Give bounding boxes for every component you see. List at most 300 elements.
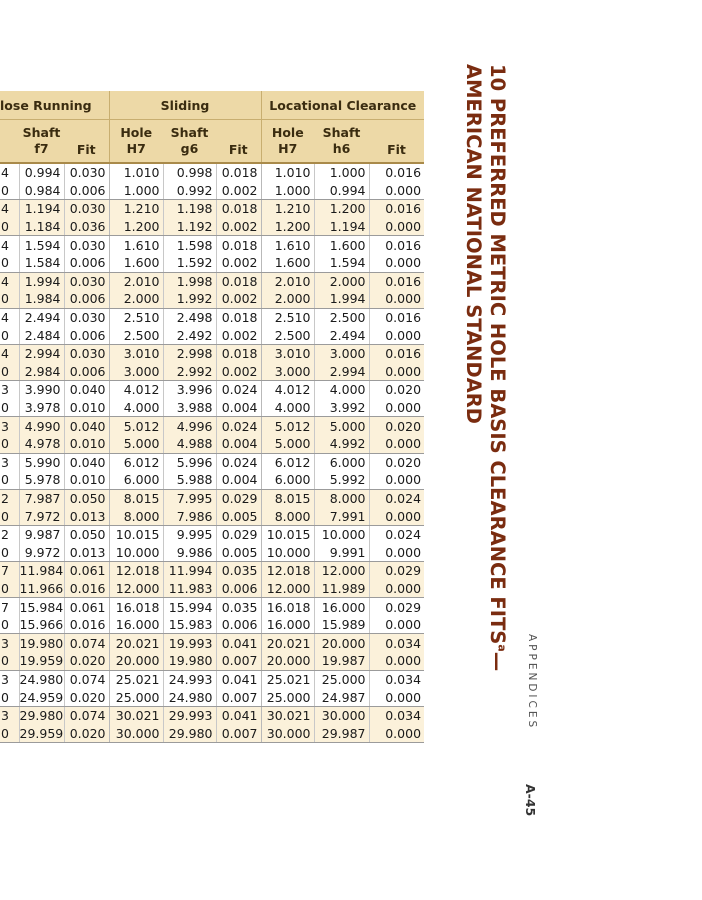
table-cell: 0.034 xyxy=(369,634,424,652)
table-cell: 0 xyxy=(0,290,19,308)
table-cell: 0 xyxy=(0,507,19,525)
table-cell: 2.010 xyxy=(109,272,163,290)
table-cell: 6.000 xyxy=(314,453,369,471)
table-cell: 4 xyxy=(0,272,19,290)
table-cell: 0.010 xyxy=(64,399,109,417)
table-cell: 0.007 xyxy=(216,688,261,706)
group-header-close-running: lose Running xyxy=(0,91,109,120)
table-cell: 0.018 xyxy=(216,200,261,218)
table-cell: 8.000 xyxy=(314,489,369,507)
table-cell: 0.006 xyxy=(64,326,109,344)
table-cell: 0.000 xyxy=(369,290,424,308)
table-cell: 7.972 xyxy=(19,507,64,525)
table-row xyxy=(0,308,424,326)
table-cell: 3.010 xyxy=(261,344,314,362)
table-cell: 7.991 xyxy=(314,507,369,525)
table-cell: 0.041 xyxy=(216,706,261,724)
table-cell: 1.010 xyxy=(109,163,163,182)
table-cell: 0.002 xyxy=(216,363,261,381)
table-cell: 0.040 xyxy=(64,381,109,399)
table-cell: 0.004 xyxy=(216,471,261,489)
table-cell: 2.498 xyxy=(163,308,216,326)
table-cell: 0.007 xyxy=(216,652,261,670)
table-cell: 0.016 xyxy=(64,580,109,598)
table-row xyxy=(0,525,424,543)
table-cell: 4.012 xyxy=(261,381,314,399)
column-header-line: Hole xyxy=(271,125,304,140)
table-cell: 29.980 xyxy=(163,724,216,742)
table-cell: 0.000 xyxy=(369,182,424,200)
table-cell: 19.980 xyxy=(19,635,64,651)
table-cell: 0 xyxy=(0,182,19,200)
column-header-line: Hole xyxy=(120,125,153,140)
table-cell: 30.021 xyxy=(261,706,314,724)
column-header-row xyxy=(0,120,424,164)
table-cell: 4.978 xyxy=(19,435,64,453)
table-cell: 10.000 xyxy=(109,543,163,561)
table-row xyxy=(0,706,424,724)
table-row xyxy=(0,399,424,417)
column-header-clipped xyxy=(0,120,19,164)
table-cell: 10.000 xyxy=(314,525,369,543)
table-cell: 0.994 xyxy=(314,182,369,200)
table-cell: 1.000 xyxy=(314,163,369,182)
table-cell: 0.020 xyxy=(64,688,109,706)
table-cell: 0 xyxy=(0,471,19,489)
table-cell: 12.000 xyxy=(109,580,163,598)
table-cell: 0.030 xyxy=(64,200,109,218)
table-row xyxy=(0,634,424,652)
table-row xyxy=(0,218,424,236)
table-cell: 15.994 xyxy=(163,598,216,616)
table-cell: 5.000 xyxy=(261,435,314,453)
table-cell: 0.000 xyxy=(369,724,424,742)
table-cell: 6.012 xyxy=(261,453,314,471)
table-cell: 0.020 xyxy=(369,381,424,399)
table-cell: 0.016 xyxy=(369,200,424,218)
table-cell: 1.594 xyxy=(314,254,369,272)
column-header-fit-sliding: Fit xyxy=(216,120,261,164)
table-cell: 0.030 xyxy=(64,163,109,182)
column-header-line: Shaft xyxy=(22,125,61,140)
table-cell: 4 xyxy=(0,236,19,254)
table-cell: 0.016 xyxy=(369,344,424,362)
table-cell: 7.986 xyxy=(163,507,216,525)
table-cell: 20.021 xyxy=(261,634,314,652)
table-row xyxy=(0,200,424,218)
table-cell: 7 xyxy=(0,562,19,580)
table-cell: 4.012 xyxy=(109,381,163,399)
table-cell: 15.989 xyxy=(314,616,369,634)
table-cell: 10.015 xyxy=(261,525,314,543)
table-cell: 0.024 xyxy=(369,525,424,543)
table-cell: 1.592 xyxy=(163,254,216,272)
table-cell: 1.610 xyxy=(261,236,314,254)
table-cell: 0 xyxy=(0,616,19,634)
table-cell: 3 xyxy=(0,670,19,688)
table-cell: 0.035 xyxy=(216,562,261,580)
table-cell: 0.000 xyxy=(369,652,424,670)
table-cell: 0.010 xyxy=(64,471,109,489)
table-cell: 2.994 xyxy=(314,363,369,381)
table-cell: 0.013 xyxy=(64,507,109,525)
column-header-shaft-h6 xyxy=(314,120,369,164)
table-row xyxy=(0,163,424,182)
table-cell: 2.500 xyxy=(261,326,314,344)
table-row xyxy=(0,182,424,200)
table-cell: 0.041 xyxy=(216,670,261,688)
table-cell: 0.029 xyxy=(216,489,261,507)
table-row xyxy=(0,507,424,525)
table-cell: 8.015 xyxy=(261,489,314,507)
table-cell: 11.966 xyxy=(19,580,64,596)
table-cell: 1.994 xyxy=(314,290,369,308)
table-cell: 2.000 xyxy=(314,272,369,290)
table-row xyxy=(0,236,424,254)
table-cell: 0.029 xyxy=(216,525,261,543)
table-cell: 4.000 xyxy=(314,381,369,399)
table-row xyxy=(0,598,424,616)
table-cell: 24.987 xyxy=(314,688,369,706)
table-cell: 11.994 xyxy=(163,562,216,580)
table-cell: 0.010 xyxy=(64,435,109,453)
table-cell: 15.966 xyxy=(19,617,64,633)
table-cell: 3.000 xyxy=(314,344,369,362)
table-cell: 9.987 xyxy=(19,525,64,543)
column-header-fit-locational: Fit xyxy=(369,120,424,164)
table-cell: 3.000 xyxy=(261,363,314,381)
table-cell: 3.010 xyxy=(109,344,163,362)
table-cell: 2.484 xyxy=(19,326,64,344)
table-cell: 3.990 xyxy=(19,381,64,399)
table-cell: 24.959 xyxy=(19,689,64,705)
table-cell: 1.194 xyxy=(19,200,64,218)
table-cell: 29.993 xyxy=(163,706,216,724)
group-header-row xyxy=(0,91,424,120)
table-cell: 0 xyxy=(0,543,19,561)
table-cell: 12.018 xyxy=(109,562,163,580)
table-cell: 0 xyxy=(0,218,19,236)
table-cell: 2.492 xyxy=(163,326,216,344)
table-cell: 0.002 xyxy=(216,290,261,308)
running-head: APPENDICES xyxy=(526,634,538,731)
table-cell: 29.987 xyxy=(314,724,369,742)
table-cell: 3.996 xyxy=(163,381,216,399)
table-cell: 0.018 xyxy=(216,163,261,182)
table-cell: 0.000 xyxy=(369,471,424,489)
fits-table xyxy=(0,91,424,743)
table-cell: 4.996 xyxy=(163,417,216,435)
table-cell: 0.002 xyxy=(216,254,261,272)
table-row xyxy=(0,688,424,706)
table-cell: 9.986 xyxy=(163,543,216,561)
table-cell: 2.510 xyxy=(261,308,314,326)
table-cell: 16.018 xyxy=(261,598,314,616)
table-cell: 1.192 xyxy=(163,218,216,236)
table-row xyxy=(0,670,424,688)
table-cell: 2 xyxy=(0,525,19,543)
table-cell: 1.000 xyxy=(109,182,163,200)
table-cell: 0.024 xyxy=(216,381,261,399)
table-cell: 7.995 xyxy=(163,489,216,507)
table-row xyxy=(0,471,424,489)
table-cell: 10.015 xyxy=(109,525,163,543)
column-header-shaft-g6 xyxy=(163,120,216,164)
table-cell: 0.061 xyxy=(64,598,109,616)
table-cell: 0.016 xyxy=(369,163,424,182)
table-cell: 0 xyxy=(0,652,19,670)
table-cell: 0.018 xyxy=(216,236,261,254)
column-header-line: f7 xyxy=(34,141,49,156)
table-cell: 8.000 xyxy=(109,507,163,525)
table-cell: 3 xyxy=(0,417,19,435)
table-cell: 0.030 xyxy=(64,236,109,254)
table-cell: 5.012 xyxy=(109,417,163,435)
table-cell: 0 xyxy=(0,399,19,417)
column-header-line: H7 xyxy=(126,141,146,156)
table-cell: 3 xyxy=(0,706,19,724)
table-cell: 0.000 xyxy=(369,543,424,561)
table-cell: 16.018 xyxy=(109,598,163,616)
table-cell: 20.021 xyxy=(109,634,163,652)
table-cell: 30.000 xyxy=(109,724,163,742)
table-cell: 0.992 xyxy=(163,182,216,200)
table-cell: 0.000 xyxy=(369,254,424,272)
table-cell: 0.034 xyxy=(369,706,424,724)
table-cell: 0.018 xyxy=(216,344,261,362)
table-cell: 19.987 xyxy=(314,652,369,670)
table-cell: 20.000 xyxy=(261,652,314,670)
table-cell: 6.012 xyxy=(109,453,163,471)
table-cell: 4 xyxy=(0,163,19,182)
table-cell: 0.030 xyxy=(64,308,109,326)
table-cell: 0.074 xyxy=(64,634,109,652)
table-cell: 0.000 xyxy=(369,688,424,706)
table-cell: 0 xyxy=(0,326,19,344)
table-cell: 0.002 xyxy=(216,218,261,236)
table-cell: 0.000 xyxy=(369,435,424,453)
table-cell: 0 xyxy=(0,363,19,381)
table-cell: 6.000 xyxy=(109,471,163,489)
table-cell: 5.990 xyxy=(19,453,64,471)
table-cell: 0.050 xyxy=(64,489,109,507)
table-cell: 3.000 xyxy=(109,363,163,381)
table-cell: 19.959 xyxy=(19,653,64,669)
group-header-locational-clearance: Locational Clearance xyxy=(261,91,424,120)
table-cell: 16.000 xyxy=(109,616,163,634)
table-cell: 0.006 xyxy=(64,290,109,308)
table-cell: 0.000 xyxy=(369,218,424,236)
table-cell: 2.510 xyxy=(109,308,163,326)
table-cell: 0.998 xyxy=(163,163,216,182)
table-cell: 0.040 xyxy=(64,417,109,435)
table-cell: 8.000 xyxy=(261,507,314,525)
table-cell: 1.600 xyxy=(261,254,314,272)
table-cell: 2.000 xyxy=(261,290,314,308)
table-cell: 24.980 xyxy=(19,671,64,687)
table-cell: 6.000 xyxy=(261,471,314,489)
table-cell: 0.074 xyxy=(64,706,109,724)
table-cell: 0.006 xyxy=(64,254,109,272)
table-cell: 1.210 xyxy=(261,200,314,218)
column-header-line: H7 xyxy=(278,141,298,156)
table-cell: 10.000 xyxy=(261,543,314,561)
table-cell: 3 xyxy=(0,453,19,471)
table-cell: 4.000 xyxy=(261,399,314,417)
table-cell: 0.007 xyxy=(216,724,261,742)
table-cell: 0 xyxy=(0,688,19,706)
table-cell: 0.029 xyxy=(369,562,424,580)
table-cell: 4 xyxy=(0,344,19,362)
table-row xyxy=(0,616,424,634)
table-cell: 12.000 xyxy=(314,562,369,580)
table-cell: 0.000 xyxy=(369,326,424,344)
table-cell: 1.610 xyxy=(109,236,163,254)
table-cell: 0.036 xyxy=(64,218,109,236)
column-header-hole-h7-locational xyxy=(261,120,314,164)
table-cell: 1.984 xyxy=(19,290,64,308)
table-cell: 0.004 xyxy=(216,399,261,417)
table-cell: 1.200 xyxy=(261,218,314,236)
table-cell: 0.006 xyxy=(64,363,109,381)
table-cell: 1.000 xyxy=(261,182,314,200)
table-row xyxy=(0,326,424,344)
table-cell: 0.016 xyxy=(369,308,424,326)
group-header-sliding: Sliding xyxy=(109,91,261,120)
table-cell: 0.004 xyxy=(216,435,261,453)
table-cell: 2.998 xyxy=(163,344,216,362)
table-cell: 0.074 xyxy=(64,670,109,688)
table-cell: 30.000 xyxy=(314,706,369,724)
table-cell: 5.996 xyxy=(163,453,216,471)
column-header-shaft-f7 xyxy=(19,120,64,164)
table-row xyxy=(0,453,424,471)
table-cell: 0.029 xyxy=(369,598,424,616)
table-cell: 29.959 xyxy=(19,725,64,741)
table-cell: 0.006 xyxy=(216,616,261,634)
table-cell: 0.994 xyxy=(19,163,64,182)
table-cell: 0 xyxy=(0,724,19,742)
table-cell: 4.988 xyxy=(163,435,216,453)
table-cell: 11.984 xyxy=(19,563,64,579)
table-cell: 0.030 xyxy=(64,344,109,362)
title-tail: —AMERICAN NATIONAL STANDARD xyxy=(462,64,509,672)
title-main: 10 PREFERRED METRIC HOLE BASIS CLEARANCE FITS xyxy=(486,64,509,645)
table-cell: 1.992 xyxy=(163,290,216,308)
column-header-line: Shaft xyxy=(322,125,361,140)
table-cell: 1.998 xyxy=(163,272,216,290)
table-row xyxy=(0,543,424,561)
table-cell: 0.984 xyxy=(19,182,64,200)
table-cell: 0.006 xyxy=(64,182,109,200)
table-cell: 2.500 xyxy=(109,326,163,344)
table-row xyxy=(0,363,424,381)
table-cell: 30.000 xyxy=(261,724,314,742)
table-cell: 3.988 xyxy=(163,399,216,417)
table-row xyxy=(0,344,424,362)
table-cell: 1.200 xyxy=(314,200,369,218)
table-row xyxy=(0,562,424,580)
column-header-line: g6 xyxy=(180,141,199,156)
column-header-fit-running: Fit xyxy=(64,120,109,164)
table-cell: 19.980 xyxy=(163,652,216,670)
table-cell: 0.050 xyxy=(64,525,109,543)
page-number: A-45 xyxy=(523,784,538,817)
table-cell: 0.013 xyxy=(64,543,109,561)
table-cell: 4 xyxy=(0,200,19,218)
table-cell: 0.016 xyxy=(369,236,424,254)
table-cell: 4.000 xyxy=(109,399,163,417)
table-cell: 0.020 xyxy=(369,417,424,435)
table-cell: 3.992 xyxy=(314,399,369,417)
table-cell: 5.012 xyxy=(261,417,314,435)
table-cell: 0.006 xyxy=(216,580,261,598)
table-cell: 9.972 xyxy=(19,543,64,561)
table-cell: 4.990 xyxy=(19,417,64,435)
title-footnote-mark: a xyxy=(495,644,509,652)
table-cell: 0.018 xyxy=(216,308,261,326)
table-cell: 0.016 xyxy=(64,616,109,634)
table-cell: 2.494 xyxy=(19,308,64,326)
table-cell: 1.200 xyxy=(109,218,163,236)
table-cell: 2.992 xyxy=(163,363,216,381)
table-cell: 0.041 xyxy=(216,634,261,652)
table-cell: 12.018 xyxy=(261,562,314,580)
table-cell: 4.992 xyxy=(314,435,369,453)
table-cell: 5.992 xyxy=(314,471,369,489)
table-cell: 25.021 xyxy=(261,670,314,688)
table-cell: 25.000 xyxy=(261,688,314,706)
table-cell: 5.988 xyxy=(163,471,216,489)
table-cell: 1.584 xyxy=(19,254,64,272)
table-cell: 0.002 xyxy=(216,182,261,200)
table-row xyxy=(0,580,424,598)
table-cell: 0.024 xyxy=(216,417,261,435)
table-row xyxy=(0,489,424,507)
table-cell: 19.993 xyxy=(163,634,216,652)
table-row xyxy=(0,381,424,399)
table-row xyxy=(0,417,424,435)
table-cell: 0.020 xyxy=(369,453,424,471)
table-row xyxy=(0,272,424,290)
table-cell: 0.005 xyxy=(216,543,261,561)
table-row xyxy=(0,290,424,308)
table-cell: 0.020 xyxy=(64,652,109,670)
table-cell: 0.000 xyxy=(369,399,424,417)
table-cell: 0 xyxy=(0,580,19,598)
table-cell: 0.005 xyxy=(216,507,261,525)
table-body xyxy=(0,163,424,743)
table-cell: 0.000 xyxy=(369,507,424,525)
table-cell: 0.018 xyxy=(216,272,261,290)
table-cell: 2.500 xyxy=(314,308,369,326)
table-cell: 0.020 xyxy=(64,724,109,742)
table-cell: 1.600 xyxy=(109,254,163,272)
table-cell: 8.015 xyxy=(109,489,163,507)
table-cell: 1.994 xyxy=(19,272,64,290)
table-cell: 2.000 xyxy=(109,290,163,308)
table-cell: 20.000 xyxy=(109,652,163,670)
table-cell: 1.194 xyxy=(314,218,369,236)
table-cell: 0.024 xyxy=(369,489,424,507)
table-cell: 1.594 xyxy=(19,236,64,254)
table-cell: 15.984 xyxy=(19,599,64,615)
table-cell: 2.984 xyxy=(19,363,64,381)
table-cell: 29.980 xyxy=(19,708,64,724)
table-cell: 4 xyxy=(0,308,19,326)
table-cell: 0.035 xyxy=(216,598,261,616)
table-cell: 0 xyxy=(0,254,19,272)
